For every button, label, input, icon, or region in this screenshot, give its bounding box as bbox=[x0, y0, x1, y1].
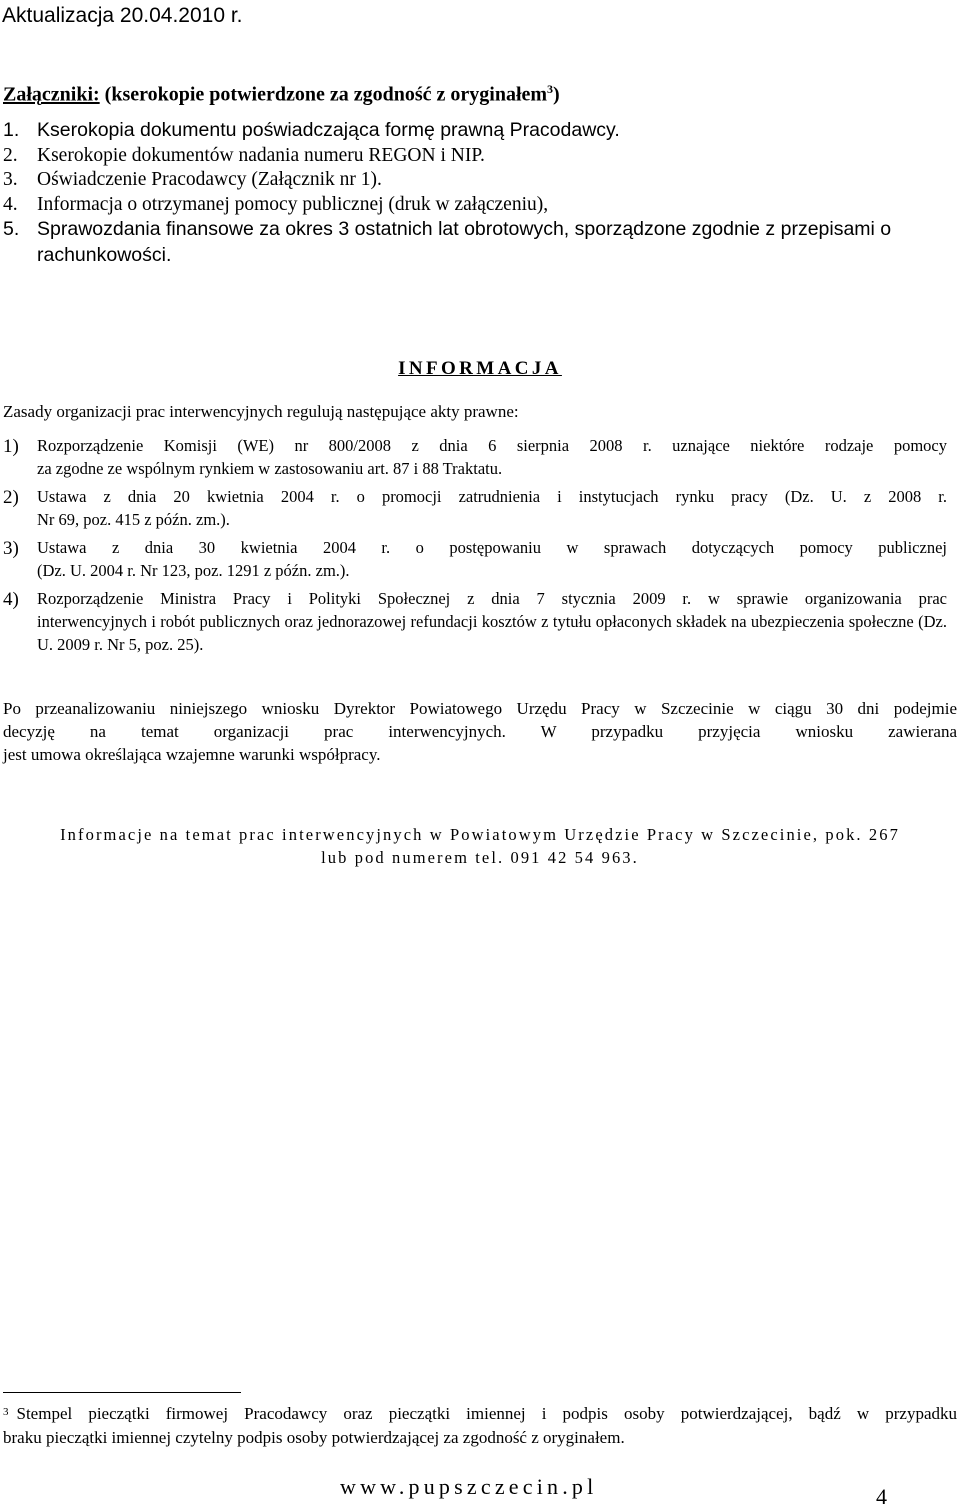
attachments-list bbox=[3, 118, 953, 268]
legal-act-title: Ustawa z dnia 30 kwietnia 2004 r. o postępowaniu w sprawach dotyczących pomocy publicznej bbox=[37, 538, 947, 557]
attachments-title bbox=[3, 82, 560, 107]
update-date: Aktualizacja 20.04.2010 r. bbox=[2, 4, 243, 27]
legal-act-number: 1) bbox=[3, 436, 19, 457]
legal-act-number: 3) bbox=[3, 538, 19, 559]
attachment-item bbox=[3, 144, 953, 169]
legal-act-continuation: interwencyjnych i robót publicznych oraz jednorazowej refundacji kosztów z tytułu opłaconych składek na ubezpieczenia społeczne (Dz. U. 2009 r. Nr 5, poz. 25). bbox=[37, 612, 947, 654]
attachments-title-note: (kserokopie potwierdzone za zgodność z oryginałem bbox=[99, 83, 548, 106]
legal-act-title: Rozporządzenie Ministra Pracy i Polityki Społecznej z dnia 7 stycznia 2009 r. w sprawie organizowania prac bbox=[37, 589, 947, 608]
attachments-title-label: Załączniki: bbox=[3, 83, 100, 106]
attachment-item-number: 5. bbox=[3, 218, 20, 240]
legal-act-item bbox=[3, 536, 947, 582]
footnote-ref-3[interactable]: 3 bbox=[547, 82, 554, 96]
footnote-number: 3 bbox=[3, 1406, 9, 1418]
contact-line: Informacje na temat prac interwencyjnych w Powiatowym Urzędzie Pracy w Szczecinie, pok. 267 bbox=[60, 825, 900, 844]
footnote-separator bbox=[3, 1392, 241, 1393]
attachment-item-text: Sprawozdania finansowe za okres 3 ostatnich lat obrotowych, sporządzone zgodnie z przepisami o rachunkowości. bbox=[37, 218, 892, 266]
decision-line: decyzję na temat organizacji prac interwencyjnych. W przypadku przyjęcia wniosku zawierana bbox=[3, 722, 957, 741]
information-intro: Zasady organizacji prac interwencyjnych regulują następujące akty prawne: bbox=[3, 402, 519, 421]
attachment-item bbox=[3, 217, 953, 268]
legal-act-continuation: Nr 69, poz. 415 z późn. zm.). bbox=[37, 510, 230, 529]
legal-act-continuation: za zgodne ze wspólnym rynkiem w zastosowaniu art. 87 i 88 Traktatu. bbox=[37, 459, 503, 478]
legal-act-continuation: (Dz. U. 2004 r. Nr 123, poz. 1291 z późn. zm.). bbox=[37, 561, 350, 580]
attachment-item-text: Oświadczenie Pracodawcy (Załącznik nr 1). bbox=[37, 169, 382, 190]
footnote bbox=[3, 1402, 957, 1450]
attachment-item-number: 4. bbox=[3, 193, 18, 215]
attachment-item-number: 3. bbox=[3, 169, 18, 190]
attachment-item-text: Kserokopia dokumentu poświadczająca formę prawną Pracodawcy. bbox=[37, 119, 620, 141]
contact-line: lub pod numerem tel. 091 42 54 963. bbox=[321, 848, 639, 867]
decision-line: Po przeanalizowaniu niniejszego wniosku Dyrektor Powiatowego Urzędu Pracy w Szczecinie w ciągu 30 dni podejmie bbox=[3, 699, 957, 718]
attachment-item-text: Informacja o otrzymanej pomocy publicznej (druk w załączeniu), bbox=[37, 193, 549, 215]
attachments-title-close: ) bbox=[553, 83, 560, 106]
legal-acts-list bbox=[3, 434, 947, 661]
website-url[interactable]: www.pupszczecin.pl bbox=[340, 1474, 598, 1499]
legal-act-number: 4) bbox=[3, 589, 19, 610]
contact-information bbox=[0, 823, 960, 869]
legal-act-title: Rozporządzenie Komisji (WE) nr 800/2008 z dnia 6 sierpnia 2008 r. uznające niektóre rodzaje pomocy bbox=[37, 436, 947, 455]
footnote-line: Stempel pieczątki firmowej Pracodawcy oraz pieczątki imiennej i podpis osoby potwierdzającej, bądź w przypadku bbox=[16, 1404, 957, 1423]
legal-act-item bbox=[3, 587, 947, 656]
decision-line: jest umowa określająca wzajemne warunki współpracy. bbox=[3, 745, 381, 764]
decision-paragraph bbox=[3, 697, 957, 766]
legal-act-item bbox=[3, 434, 947, 480]
page-number: 4 bbox=[876, 1484, 887, 1509]
attachment-item-text: Kserokopie dokumentów nadania numeru REGON i NIP. bbox=[37, 144, 485, 166]
legal-act-item bbox=[3, 485, 947, 531]
attachment-item bbox=[3, 193, 953, 218]
legal-act-number: 2) bbox=[3, 487, 19, 508]
footnote-line: braku pieczątki imiennej czytelny podpis osoby potwierdzającej za zgodność z oryginałem. bbox=[3, 1428, 625, 1447]
attachment-item-number: 1. bbox=[3, 119, 20, 141]
legal-act-title: Ustawa z dnia 20 kwietnia 2004 r. o promocji zatrudnienia i instytucjach rynku pracy (Dz. U. z 2008 r. bbox=[37, 487, 947, 506]
information-heading: INFORMACJA bbox=[398, 358, 562, 379]
attachment-item bbox=[3, 118, 953, 144]
attachment-item bbox=[3, 168, 953, 193]
attachment-item-number: 2. bbox=[3, 144, 18, 166]
